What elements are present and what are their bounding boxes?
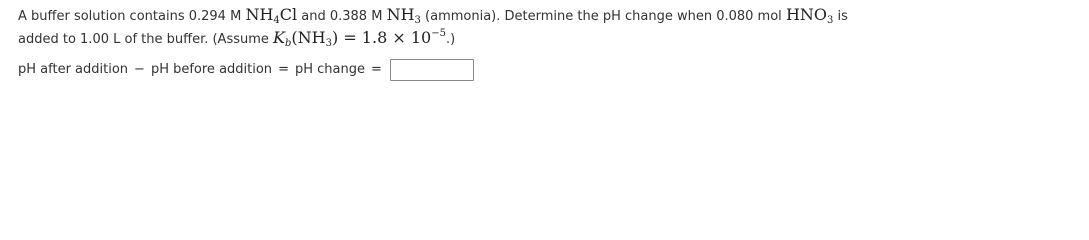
answer-left-2: pH before addition [150, 62, 273, 77]
question-part-5: added to 1.00 L of the buffer. (Assume [18, 32, 269, 47]
question-part-4: is [837, 9, 848, 24]
formula-nh4cl: $NH_4Cl$ [245, 5, 298, 26]
formula-hno3: $HNO_3$ [785, 5, 834, 26]
answer-equals-2: = [370, 62, 382, 77]
question-part-1: A buffer solution contains 0.294 M [18, 9, 242, 24]
ph-change-input[interactable] [390, 59, 474, 81]
question-part-6: .) [445, 32, 456, 47]
answer-row [18, 57, 474, 83]
answer-equals: = [278, 62, 289, 77]
answer-label: pH change [294, 62, 365, 77]
formula-nh3: $NH_3$ [386, 5, 421, 26]
question-part-3: (ammonia). Determine the pH change when 0.080 mol [425, 9, 782, 24]
question-text [18, 4, 1078, 50]
formula-kb: $K_b(NH_3) = 1.8 \times 10^{-5}$ [273, 28, 446, 49]
question-part-2: and 0.388 M [301, 9, 383, 24]
answer-minus: − [134, 62, 145, 77]
answer-left-1: pH after addition [18, 62, 129, 77]
